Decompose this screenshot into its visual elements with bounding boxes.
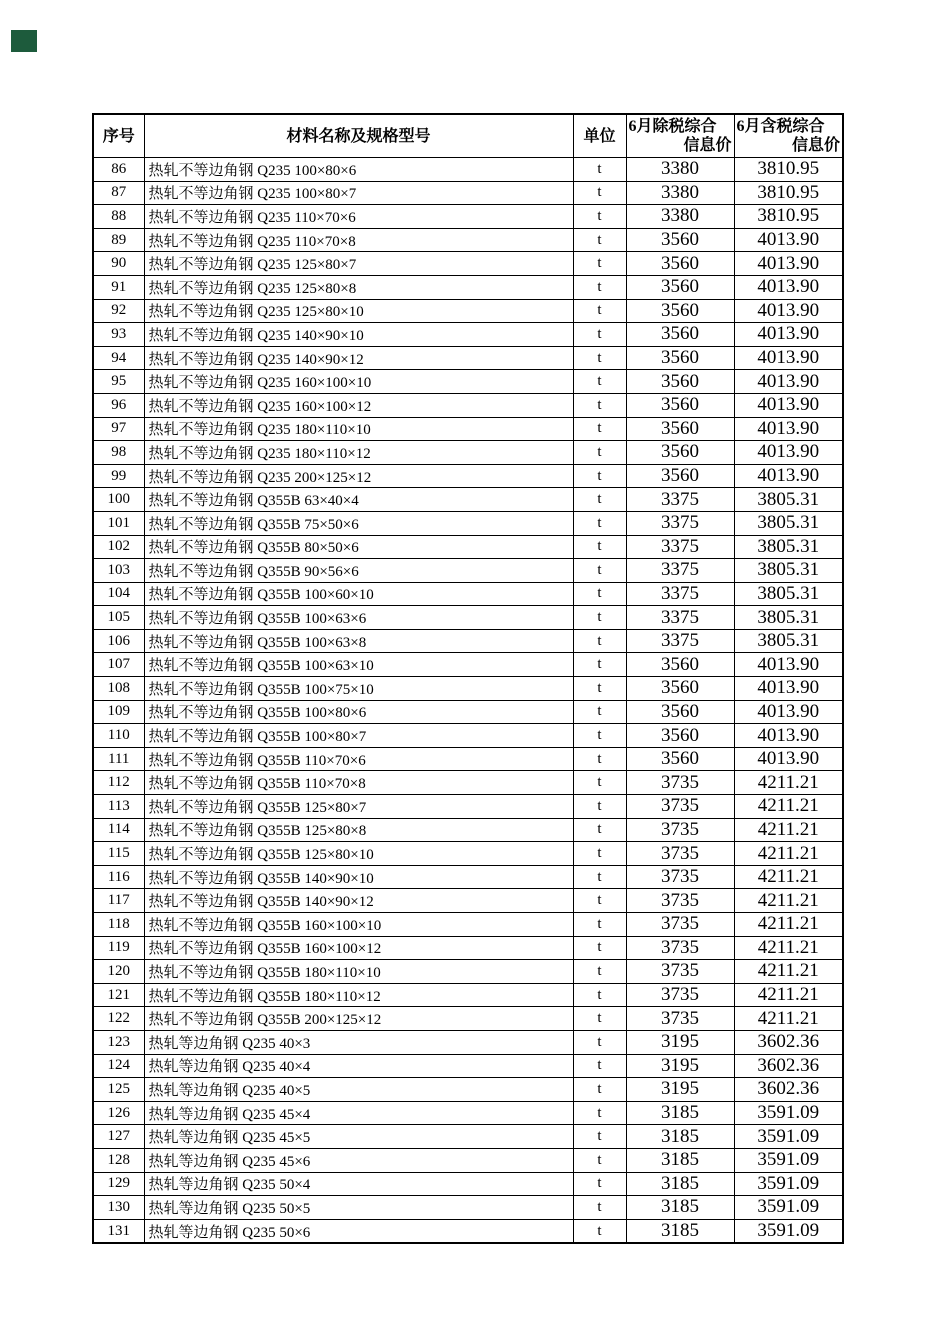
material-name-cell: 热轧不等边角钢 Q355B 125×80×10 (144, 842, 573, 866)
price-incl-tax-cell: 4013.90 (734, 252, 843, 276)
price-incl-tax-cell: 4211.21 (734, 771, 843, 795)
unit-cell: t (573, 677, 626, 701)
price-excl-tax-cell: 3560 (626, 299, 734, 323)
unit-cell: t (573, 606, 626, 630)
price-excl-tax-cell: 3735 (626, 913, 734, 937)
table-row (93, 559, 843, 583)
price-incl-tax-cell: 4013.90 (734, 228, 843, 252)
material-name-cell: 热轧不等边角钢 Q355B 100×75×10 (144, 677, 573, 701)
material-name-cell: 热轧等边角钢 Q235 45×4 (144, 1101, 573, 1125)
price-excl-tax-cell: 3380 (626, 181, 734, 205)
material-name-cell: 热轧不等边角钢 Q355B 125×80×7 (144, 795, 573, 819)
price-incl-tax-cell: 4013.90 (734, 724, 843, 748)
price-incl-tax-cell: 4211.21 (734, 842, 843, 866)
serial-number-cell: 111 (93, 747, 144, 771)
material-name-cell: 热轧不等边角钢 Q235 180×110×10 (144, 417, 573, 441)
unit-cell: t (573, 441, 626, 465)
price-incl-tax-cell: 3602.36 (734, 1078, 843, 1102)
material-name-cell: 热轧等边角钢 Q235 50×6 (144, 1219, 573, 1243)
material-name-cell: 热轧等边角钢 Q235 45×5 (144, 1125, 573, 1149)
price-excl-tax-cell: 3375 (626, 582, 734, 606)
table-row (93, 747, 843, 771)
header-price-excl-tax-line1: 6月除税综合 (628, 118, 717, 135)
serial-number-cell: 91 (93, 275, 144, 299)
price-excl-tax-cell: 3735 (626, 983, 734, 1007)
material-name-cell: 热轧不等边角钢 Q355B 140×90×10 (144, 865, 573, 889)
price-incl-tax-cell: 4013.90 (734, 700, 843, 724)
serial-number-cell: 115 (93, 842, 144, 866)
unit-cell: t (573, 535, 626, 559)
table-row (93, 535, 843, 559)
price-incl-tax-cell: 4013.90 (734, 370, 843, 394)
price-excl-tax-cell: 3560 (626, 370, 734, 394)
unit-cell: t (573, 299, 626, 323)
unit-cell: t (573, 488, 626, 512)
unit-cell: t (573, 252, 626, 276)
material-name-cell: 热轧不等边角钢 Q235 160×100×12 (144, 393, 573, 417)
serial-number-cell: 112 (93, 771, 144, 795)
header-row (93, 114, 843, 158)
unit-cell: t (573, 370, 626, 394)
serial-number-cell: 101 (93, 511, 144, 535)
price-excl-tax-cell: 3560 (626, 700, 734, 724)
serial-number-cell: 103 (93, 559, 144, 583)
material-name-cell: 热轧不等边角钢 Q235 125×80×8 (144, 275, 573, 299)
unit-cell: t (573, 889, 626, 913)
serial-number-cell: 122 (93, 1007, 144, 1031)
serial-number-cell: 99 (93, 464, 144, 488)
unit-cell: t (573, 936, 626, 960)
unit-cell: t (573, 1078, 626, 1102)
price-excl-tax-cell: 3735 (626, 865, 734, 889)
unit-cell: t (573, 865, 626, 889)
price-excl-tax-cell: 3380 (626, 205, 734, 229)
serial-number-cell: 87 (93, 181, 144, 205)
price-incl-tax-cell: 4211.21 (734, 1007, 843, 1031)
price-incl-tax-cell: 4013.90 (734, 677, 843, 701)
table-row (93, 983, 843, 1007)
unit-cell: t (573, 1007, 626, 1031)
table-header (93, 114, 843, 158)
unit-cell: t (573, 653, 626, 677)
price-incl-tax-cell: 3591.09 (734, 1219, 843, 1243)
serial-number-cell: 88 (93, 205, 144, 229)
table-row (93, 464, 843, 488)
header-price-incl-tax-line2: 信息价 (791, 137, 840, 154)
unit-cell: t (573, 1148, 626, 1172)
serial-number-cell: 109 (93, 700, 144, 724)
table-row (93, 795, 843, 819)
material-name-cell: 热轧等边角钢 Q235 50×4 (144, 1172, 573, 1196)
price-excl-tax-cell: 3735 (626, 960, 734, 984)
serial-number-cell: 105 (93, 606, 144, 630)
material-name-cell: 热轧不等边角钢 Q235 125×80×7 (144, 252, 573, 276)
table-row (93, 1101, 843, 1125)
table-row (93, 252, 843, 276)
serial-number-cell: 119 (93, 936, 144, 960)
table-row (93, 393, 843, 417)
table-row (93, 1078, 843, 1102)
price-incl-tax-cell: 4013.90 (734, 464, 843, 488)
material-name-cell: 热轧不等边角钢 Q355B 100×63×10 (144, 653, 573, 677)
serial-number-cell: 98 (93, 441, 144, 465)
material-name-cell: 热轧不等边角钢 Q355B 110×70×8 (144, 771, 573, 795)
price-excl-tax-cell: 3735 (626, 795, 734, 819)
price-incl-tax-cell: 4211.21 (734, 936, 843, 960)
material-name-cell: 热轧等边角钢 Q235 40×5 (144, 1078, 573, 1102)
unit-cell: t (573, 1219, 626, 1243)
table-row (93, 1196, 843, 1220)
table-row (93, 275, 843, 299)
price-incl-tax-cell: 3591.09 (734, 1101, 843, 1125)
price-excl-tax-cell: 3735 (626, 771, 734, 795)
unit-cell: t (573, 724, 626, 748)
price-incl-tax-cell: 3810.95 (734, 158, 843, 182)
table-row (93, 346, 843, 370)
serial-number-cell: 102 (93, 535, 144, 559)
header-serial-number: 序号 (93, 114, 144, 158)
table-row (93, 582, 843, 606)
material-name-cell: 热轧不等边角钢 Q355B 110×70×6 (144, 747, 573, 771)
price-excl-tax-cell: 3185 (626, 1219, 734, 1243)
header-price-excl-tax-line2: 信息价 (683, 137, 732, 154)
price-incl-tax-cell: 3810.95 (734, 205, 843, 229)
serial-number-cell: 121 (93, 983, 144, 1007)
table-row (93, 299, 843, 323)
price-incl-tax-cell: 4013.90 (734, 441, 843, 465)
unit-cell: t (573, 1030, 626, 1054)
material-name-cell: 热轧不等边角钢 Q355B 180×110×12 (144, 983, 573, 1007)
table-row (93, 842, 843, 866)
material-name-cell: 热轧不等边角钢 Q355B 160×100×12 (144, 936, 573, 960)
material-name-cell: 热轧不等边角钢 Q355B 160×100×10 (144, 913, 573, 937)
table-row (93, 889, 843, 913)
price-incl-tax-cell: 3805.31 (734, 559, 843, 583)
table-row (93, 771, 843, 795)
unit-cell: t (573, 205, 626, 229)
price-excl-tax-cell: 3375 (626, 488, 734, 512)
table-row (93, 1125, 843, 1149)
price-excl-tax-cell: 3560 (626, 653, 734, 677)
price-incl-tax-cell: 4211.21 (734, 818, 843, 842)
serial-number-cell: 93 (93, 323, 144, 347)
price-excl-tax-cell: 3375 (626, 535, 734, 559)
serial-number-cell: 130 (93, 1196, 144, 1220)
price-excl-tax-cell: 3380 (626, 158, 734, 182)
serial-number-cell: 124 (93, 1054, 144, 1078)
table-row (93, 1219, 843, 1243)
serial-number-cell: 108 (93, 677, 144, 701)
price-incl-tax-cell: 4211.21 (734, 960, 843, 984)
unit-cell: t (573, 158, 626, 182)
price-excl-tax-cell: 3560 (626, 252, 734, 276)
price-incl-tax-cell: 3805.31 (734, 606, 843, 630)
serial-number-cell: 100 (93, 488, 144, 512)
table-row (93, 629, 843, 653)
price-excl-tax-cell: 3560 (626, 323, 734, 347)
table-row (93, 700, 843, 724)
material-name-cell: 热轧等边角钢 Q235 40×3 (144, 1030, 573, 1054)
price-incl-tax-cell: 3591.09 (734, 1196, 843, 1220)
table-row (93, 1148, 843, 1172)
material-name-cell: 热轧不等边角钢 Q235 160×100×10 (144, 370, 573, 394)
material-name-cell: 热轧不等边角钢 Q235 110×70×8 (144, 228, 573, 252)
price-excl-tax-cell: 3560 (626, 464, 734, 488)
material-name-cell: 热轧不等边角钢 Q355B 125×80×8 (144, 818, 573, 842)
material-name-cell: 热轧不等边角钢 Q355B 80×50×6 (144, 535, 573, 559)
serial-number-cell: 90 (93, 252, 144, 276)
unit-cell: t (573, 700, 626, 724)
table-row (93, 1007, 843, 1031)
material-price-table (92, 113, 844, 1244)
table-row (93, 158, 843, 182)
table-row (93, 677, 843, 701)
serial-number-cell: 116 (93, 865, 144, 889)
material-name-cell: 热轧不等边角钢 Q355B 90×56×6 (144, 559, 573, 583)
price-incl-tax-cell: 4211.21 (734, 865, 843, 889)
table-row (93, 181, 843, 205)
price-incl-tax-cell: 4013.90 (734, 275, 843, 299)
header-material-name: 材料名称及规格型号 (144, 114, 573, 158)
table-row (93, 913, 843, 937)
price-excl-tax-cell: 3560 (626, 275, 734, 299)
price-excl-tax-cell: 3735 (626, 889, 734, 913)
price-excl-tax-cell: 3375 (626, 511, 734, 535)
table-row (93, 724, 843, 748)
price-incl-tax-cell: 4013.90 (734, 299, 843, 323)
unit-cell: t (573, 629, 626, 653)
material-name-cell: 热轧不等边角钢 Q235 125×80×10 (144, 299, 573, 323)
price-excl-tax-cell: 3735 (626, 936, 734, 960)
unit-cell: t (573, 913, 626, 937)
material-name-cell: 热轧不等边角钢 Q235 100×80×7 (144, 181, 573, 205)
price-incl-tax-cell: 3810.95 (734, 181, 843, 205)
table-row (93, 323, 843, 347)
material-name-cell: 热轧不等边角钢 Q355B 100×80×7 (144, 724, 573, 748)
unit-cell: t (573, 181, 626, 205)
material-name-cell: 热轧不等边角钢 Q235 140×90×12 (144, 346, 573, 370)
price-incl-tax-cell: 4013.90 (734, 323, 843, 347)
material-name-cell: 热轧等边角钢 Q235 40×4 (144, 1054, 573, 1078)
price-incl-tax-cell: 3602.36 (734, 1030, 843, 1054)
price-incl-tax-cell: 4211.21 (734, 795, 843, 819)
material-name-cell: 热轧等边角钢 Q235 50×5 (144, 1196, 573, 1220)
table-row (93, 228, 843, 252)
price-excl-tax-cell: 3185 (626, 1172, 734, 1196)
unit-cell: t (573, 346, 626, 370)
unit-cell: t (573, 1196, 626, 1220)
table-row (93, 865, 843, 889)
unit-cell: t (573, 1125, 626, 1149)
material-name-cell: 热轧等边角钢 Q235 45×6 (144, 1148, 573, 1172)
unit-cell: t (573, 323, 626, 347)
serial-number-cell: 120 (93, 960, 144, 984)
serial-number-cell: 110 (93, 724, 144, 748)
table-row (93, 205, 843, 229)
serial-number-cell: 114 (93, 818, 144, 842)
serial-number-cell: 113 (93, 795, 144, 819)
price-incl-tax-cell: 4211.21 (734, 983, 843, 1007)
serial-number-cell: 128 (93, 1148, 144, 1172)
material-name-cell: 热轧不等边角钢 Q355B 100×63×8 (144, 629, 573, 653)
unit-cell: t (573, 417, 626, 441)
material-name-cell: 热轧不等边角钢 Q235 180×110×12 (144, 441, 573, 465)
unit-cell: t (573, 275, 626, 299)
price-excl-tax-cell: 3735 (626, 842, 734, 866)
price-excl-tax-cell: 3185 (626, 1196, 734, 1220)
price-excl-tax-cell: 3560 (626, 677, 734, 701)
price-incl-tax-cell: 4013.90 (734, 653, 843, 677)
price-excl-tax-cell: 3560 (626, 441, 734, 465)
unit-cell: t (573, 1101, 626, 1125)
price-excl-tax-cell: 3560 (626, 724, 734, 748)
price-incl-tax-cell: 3805.31 (734, 535, 843, 559)
price-incl-tax-cell: 4211.21 (734, 889, 843, 913)
price-incl-tax-cell: 3805.31 (734, 488, 843, 512)
page-corner-marker (11, 30, 37, 52)
price-incl-tax-cell: 3602.36 (734, 1054, 843, 1078)
serial-number-cell: 106 (93, 629, 144, 653)
price-incl-tax-cell: 3805.31 (734, 629, 843, 653)
table-row (93, 653, 843, 677)
price-excl-tax-cell: 3195 (626, 1078, 734, 1102)
price-incl-tax-cell: 4211.21 (734, 913, 843, 937)
serial-number-cell: 118 (93, 913, 144, 937)
table-row (93, 370, 843, 394)
price-excl-tax-cell: 3195 (626, 1054, 734, 1078)
material-name-cell: 热轧不等边角钢 Q235 200×125×12 (144, 464, 573, 488)
price-excl-tax-cell: 3735 (626, 1007, 734, 1031)
unit-cell: t (573, 559, 626, 583)
material-name-cell: 热轧不等边角钢 Q235 110×70×6 (144, 205, 573, 229)
header-price-excl-tax (626, 114, 734, 158)
price-incl-tax-cell: 3591.09 (734, 1125, 843, 1149)
price-excl-tax-cell: 3560 (626, 417, 734, 441)
material-name-cell: 热轧不等边角钢 Q355B 140×90×12 (144, 889, 573, 913)
unit-cell: t (573, 1054, 626, 1078)
unit-cell: t (573, 464, 626, 488)
table-row (93, 1030, 843, 1054)
price-incl-tax-cell: 4013.90 (734, 346, 843, 370)
serial-number-cell: 123 (93, 1030, 144, 1054)
serial-number-cell: 104 (93, 582, 144, 606)
unit-cell: t (573, 582, 626, 606)
price-incl-tax-cell: 4013.90 (734, 747, 843, 771)
price-excl-tax-cell: 3185 (626, 1101, 734, 1125)
serial-number-cell: 117 (93, 889, 144, 913)
unit-cell: t (573, 511, 626, 535)
table-row (93, 1172, 843, 1196)
price-incl-tax-cell: 3805.31 (734, 582, 843, 606)
unit-cell: t (573, 983, 626, 1007)
table-row (93, 511, 843, 535)
unit-cell: t (573, 393, 626, 417)
serial-number-cell: 107 (93, 653, 144, 677)
price-incl-tax-cell: 3591.09 (734, 1148, 843, 1172)
price-excl-tax-cell: 3735 (626, 818, 734, 842)
unit-cell: t (573, 747, 626, 771)
unit-cell: t (573, 228, 626, 252)
price-excl-tax-cell: 3560 (626, 228, 734, 252)
unit-cell: t (573, 771, 626, 795)
price-excl-tax-cell: 3195 (626, 1030, 734, 1054)
price-excl-tax-cell: 3375 (626, 559, 734, 583)
price-excl-tax-cell: 3185 (626, 1148, 734, 1172)
material-name-cell: 热轧不等边角钢 Q355B 75×50×6 (144, 511, 573, 535)
serial-number-cell: 95 (93, 370, 144, 394)
material-name-cell: 热轧不等边角钢 Q355B 100×80×6 (144, 700, 573, 724)
price-excl-tax-cell: 3185 (626, 1125, 734, 1149)
serial-number-cell: 126 (93, 1101, 144, 1125)
table-row (93, 936, 843, 960)
price-excl-tax-cell: 3560 (626, 346, 734, 370)
serial-number-cell: 131 (93, 1219, 144, 1243)
material-name-cell: 热轧不等边角钢 Q235 140×90×10 (144, 323, 573, 347)
table-body (93, 158, 843, 1244)
unit-cell: t (573, 795, 626, 819)
material-name-cell: 热轧不等边角钢 Q355B 180×110×10 (144, 960, 573, 984)
header-price-incl-tax-line1: 6月含税综合 (736, 118, 825, 135)
table-row (93, 960, 843, 984)
price-excl-tax-cell: 3375 (626, 606, 734, 630)
serial-number-cell: 92 (93, 299, 144, 323)
price-incl-tax-cell: 4013.90 (734, 393, 843, 417)
header-unit: 单位 (573, 114, 626, 158)
serial-number-cell: 129 (93, 1172, 144, 1196)
serial-number-cell: 94 (93, 346, 144, 370)
table-row (93, 417, 843, 441)
serial-number-cell: 86 (93, 158, 144, 182)
unit-cell: t (573, 818, 626, 842)
material-name-cell: 热轧不等边角钢 Q235 100×80×6 (144, 158, 573, 182)
price-excl-tax-cell: 3375 (626, 629, 734, 653)
material-name-cell: 热轧不等边角钢 Q355B 63×40×4 (144, 488, 573, 512)
table-row (93, 1054, 843, 1078)
serial-number-cell: 97 (93, 417, 144, 441)
serial-number-cell: 89 (93, 228, 144, 252)
table-row (93, 818, 843, 842)
serial-number-cell: 125 (93, 1078, 144, 1102)
price-incl-tax-cell: 4013.90 (734, 417, 843, 441)
price-incl-tax-cell: 3591.09 (734, 1172, 843, 1196)
unit-cell: t (573, 1172, 626, 1196)
table-row (93, 488, 843, 512)
serial-number-cell: 96 (93, 393, 144, 417)
table-row (93, 606, 843, 630)
material-name-cell: 热轧不等边角钢 Q355B 100×60×10 (144, 582, 573, 606)
header-price-incl-tax (734, 114, 843, 158)
unit-cell: t (573, 842, 626, 866)
material-name-cell: 热轧不等边角钢 Q355B 200×125×12 (144, 1007, 573, 1031)
price-excl-tax-cell: 3560 (626, 747, 734, 771)
price-incl-tax-cell: 3805.31 (734, 511, 843, 535)
unit-cell: t (573, 960, 626, 984)
material-name-cell: 热轧不等边角钢 Q355B 100×63×6 (144, 606, 573, 630)
price-excl-tax-cell: 3560 (626, 393, 734, 417)
table-row (93, 441, 843, 465)
serial-number-cell: 127 (93, 1125, 144, 1149)
